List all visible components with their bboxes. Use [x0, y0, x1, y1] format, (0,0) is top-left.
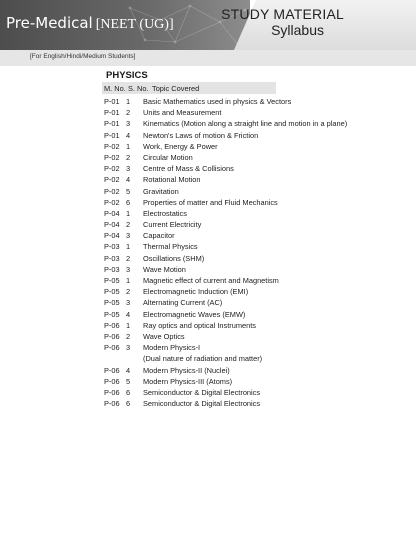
topic-name: Thermal Physics — [143, 242, 198, 252]
serial-number: 6 — [126, 197, 131, 207]
table-row — [0, 164, 416, 175]
module-number: P-05 — [104, 287, 120, 297]
table-row — [0, 388, 416, 399]
column-header-s-no: S. No. — [128, 83, 149, 93]
serial-number: 2 — [126, 287, 131, 297]
topic-name: Centre of Mass & Collisions — [143, 164, 234, 174]
module-number: P-05 — [104, 276, 120, 285]
table-row — [0, 332, 416, 343]
serial-number: 6 — [126, 387, 131, 397]
page-header — [0, 0, 416, 50]
table-row — [0, 231, 416, 242]
brand-title — [6, 14, 174, 33]
serial-number: 1 — [126, 242, 131, 252]
table-row — [0, 131, 416, 142]
serial-number: 1 — [126, 208, 131, 218]
module-number: P-06 — [104, 365, 120, 375]
module-number: P-06 — [104, 343, 120, 353]
module-number: P-02 — [104, 152, 120, 162]
serial-number: 2 — [126, 220, 131, 230]
module-number: P-04 — [104, 231, 120, 241]
module-number: P-02 — [104, 175, 120, 185]
table-row — [0, 108, 416, 119]
module-number: P-06 — [104, 399, 120, 409]
module-number: P-02 — [104, 164, 120, 174]
topic-name: (Dual nature of radiation and matter) — [143, 354, 263, 364]
serial-number: 4 — [126, 130, 131, 140]
table-row — [0, 343, 416, 354]
table-row — [0, 97, 416, 108]
table-row — [0, 187, 416, 198]
serial-number: 1 — [126, 141, 131, 151]
table-row — [0, 142, 416, 153]
topic-name: Wave Optics — [143, 331, 185, 341]
topic-name: Kinematics (Motion along a straight line and motion in a plane) — [143, 119, 348, 129]
serial-number: 1 — [126, 97, 131, 106]
topic-name: Properties of matter and Fluid Mechanics — [143, 197, 278, 207]
module-number: P-05 — [104, 298, 120, 308]
module-number: P-03 — [104, 264, 120, 274]
topic-name: Circular Motion — [143, 152, 193, 162]
syllabus-table — [0, 97, 416, 410]
section-title: PHYSICS — [106, 70, 148, 81]
topic-name: Gravitation — [143, 186, 179, 196]
serial-number: 2 — [126, 253, 131, 263]
module-number: P-01 — [104, 130, 120, 140]
table-row — [0, 287, 416, 298]
topic-name: Modern Physics-II (Nuclei) — [143, 365, 230, 375]
header-brand-band — [0, 0, 250, 50]
serial-number: 4 — [126, 175, 131, 185]
module-number: P-06 — [104, 376, 120, 386]
table-row — [0, 276, 416, 287]
topic-name: Capacitor — [143, 231, 175, 241]
module-number: P-03 — [104, 253, 120, 263]
serial-number: 1 — [126, 276, 131, 285]
table-row — [0, 298, 416, 309]
module-number: P-01 — [104, 119, 120, 129]
serial-number: 2 — [126, 152, 131, 162]
topic-name: Wave Motion — [143, 264, 186, 274]
serial-number: 3 — [126, 264, 131, 274]
serial-number: 3 — [126, 298, 131, 308]
doc-subtitle: Syllabus — [271, 22, 324, 38]
table-row — [0, 242, 416, 253]
brand-name: Pre-Medical — [6, 14, 93, 32]
doc-type-title: STUDY MATERIAL — [221, 6, 344, 22]
module-number: P-02 — [104, 197, 120, 207]
topic-name: Electromagnetic Induction (EMI) — [143, 287, 249, 297]
serial-number: 3 — [126, 164, 131, 174]
topic-name: Semiconductor & Digital Electronics — [143, 387, 261, 397]
serial-number: 3 — [126, 343, 131, 353]
topic-name: Modern Physics-III (Atoms) — [143, 376, 233, 386]
module-number: P-06 — [104, 387, 120, 397]
module-number: P-04 — [104, 208, 120, 218]
table-row — [0, 366, 416, 377]
table-row — [0, 265, 416, 276]
table-row — [0, 377, 416, 388]
topic-name: Newton's Laws of motion & Friction — [143, 130, 259, 140]
serial-number: 1 — [126, 320, 131, 330]
table-row — [0, 198, 416, 209]
serial-number: 3 — [126, 231, 131, 241]
table-row — [0, 321, 416, 332]
topic-name: Semiconductor & Digital Electronics — [143, 399, 261, 409]
audience-note: [For English/Hindi/Medium Students] — [30, 53, 136, 60]
module-number: P-05 — [104, 309, 120, 319]
topic-name: Current Electricity — [143, 220, 202, 230]
topic-name: Electromagnetic Waves (EMW) — [143, 309, 246, 319]
table-row — [0, 153, 416, 164]
table-row — [0, 220, 416, 231]
topic-name: Oscillations (SHM) — [143, 253, 205, 263]
module-number: P-02 — [104, 141, 120, 151]
module-number: P-03 — [104, 242, 120, 252]
column-header-m-no: M. No. — [104, 83, 126, 93]
topic-name: Modern Physics-I — [143, 343, 201, 353]
topic-name: Work, Energy & Power — [143, 141, 218, 151]
serial-number: 2 — [126, 108, 131, 118]
module-number: P-01 — [104, 97, 120, 106]
serial-number: 5 — [126, 186, 131, 196]
topic-name: Units and Measurement — [143, 108, 222, 118]
topic-name: Electrostatics — [143, 208, 187, 218]
module-number: P-06 — [104, 320, 120, 330]
topic-name: Ray optics and optical Instruments — [143, 320, 256, 330]
table-row — [0, 399, 416, 410]
serial-number: 4 — [126, 365, 131, 375]
module-number: P-06 — [104, 331, 120, 341]
serial-number: 4 — [126, 309, 131, 319]
serial-number: 3 — [126, 119, 131, 129]
topic-name: Basic Mathematics used in physics & Vectors — [143, 97, 292, 106]
table-row — [0, 254, 416, 265]
table-row — [0, 310, 416, 321]
module-number: P-04 — [104, 220, 120, 230]
topic-name: Magnetic effect of current and Magnetism — [143, 276, 279, 285]
topic-name: Rotational Motion — [143, 175, 201, 185]
brand-exam-tag: [NEET (UG)] — [95, 17, 174, 32]
table-row — [0, 354, 416, 365]
table-header — [102, 82, 276, 94]
serial-number: 2 — [126, 331, 131, 341]
column-header-topic: Topic Covered — [152, 83, 200, 93]
topic-name: Alternating Current (AC) — [143, 298, 223, 308]
module-number: P-02 — [104, 186, 120, 196]
serial-number: 6 — [126, 399, 131, 409]
table-row — [0, 119, 416, 130]
table-row — [0, 209, 416, 220]
serial-number: 5 — [126, 376, 131, 386]
table-row — [0, 175, 416, 186]
module-number: P-01 — [104, 108, 120, 118]
audience-bar — [0, 50, 416, 66]
